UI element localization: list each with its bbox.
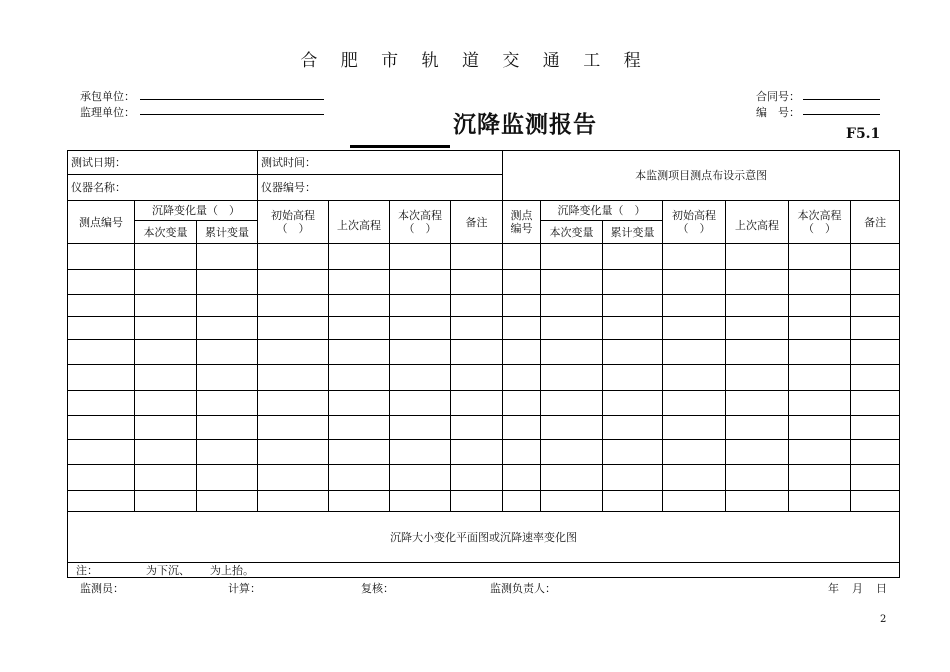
instrument-name-cell[interactable]: 仪器名称： (68, 175, 258, 201)
table-cell[interactable] (197, 391, 258, 416)
table-cell[interactable] (603, 295, 663, 317)
table-cell[interactable] (329, 440, 390, 465)
table-cell[interactable] (68, 270, 135, 295)
table-cell[interactable] (503, 295, 541, 317)
table-cell[interactable] (135, 340, 197, 365)
col-this-elev-unit: （ ） (403, 222, 437, 235)
table-cell[interactable] (789, 465, 851, 491)
table-cell[interactable] (390, 365, 451, 391)
table-cell[interactable] (851, 340, 900, 365)
table-cell[interactable] (663, 416, 726, 440)
col-this-elev-right-unit: （ ） (803, 222, 837, 235)
table-cell[interactable] (851, 440, 900, 465)
table-cell[interactable] (789, 391, 851, 416)
table-cell[interactable] (68, 244, 135, 270)
table-cell[interactable] (390, 295, 451, 317)
table-cell[interactable] (541, 244, 603, 270)
table-cell[interactable] (197, 244, 258, 270)
table-cell[interactable] (68, 365, 135, 391)
table-cell[interactable] (390, 391, 451, 416)
table-cell[interactable] (68, 295, 135, 317)
table-cell[interactable] (68, 416, 135, 440)
table-cell[interactable] (329, 416, 390, 440)
table-cell[interactable] (68, 391, 135, 416)
title-underline (350, 145, 450, 148)
table-cell[interactable] (789, 365, 851, 391)
table-cell[interactable] (258, 270, 329, 295)
table-cell[interactable] (603, 365, 663, 391)
table-cell[interactable] (789, 416, 851, 440)
table-cell[interactable] (789, 244, 851, 270)
table-cell[interactable] (135, 365, 197, 391)
table-cell[interactable] (663, 440, 726, 465)
table-cell[interactable] (329, 365, 390, 391)
table-cell[interactable] (258, 317, 329, 340)
table-cell[interactable] (390, 270, 451, 295)
table-cell[interactable] (726, 340, 789, 365)
table-cell[interactable] (541, 416, 603, 440)
table-cell[interactable] (258, 491, 329, 512)
table-cell[interactable] (503, 491, 541, 512)
col-last-elev: 上次高程 (329, 201, 390, 244)
col-cum-change: 累计变量 (197, 221, 258, 244)
table-cell[interactable] (726, 365, 789, 391)
table-cell[interactable] (390, 465, 451, 491)
table-cell[interactable] (603, 440, 663, 465)
contract-no-label: 合同号： (756, 90, 800, 103)
table-cell[interactable] (197, 295, 258, 317)
table-cell[interactable] (258, 295, 329, 317)
table-cell[interactable] (503, 440, 541, 465)
table-cell[interactable] (789, 491, 851, 512)
table-cell[interactable] (541, 365, 603, 391)
table-cell[interactable] (451, 365, 503, 391)
table-cell[interactable] (258, 465, 329, 491)
table-cell[interactable] (451, 340, 503, 365)
table-cell[interactable] (197, 491, 258, 512)
col-point-no-right-a: 测点 (510, 209, 533, 222)
col-point-no: 测点编号 (68, 201, 135, 244)
note-label: 注： (76, 563, 98, 577)
table-cell[interactable] (503, 317, 541, 340)
day-label: 日 (876, 582, 887, 595)
table-cell[interactable] (541, 440, 603, 465)
table-cell[interactable] (68, 491, 135, 512)
table-cell[interactable] (135, 391, 197, 416)
table-cell[interactable] (851, 317, 900, 340)
table-cell[interactable] (663, 270, 726, 295)
table-cell[interactable] (603, 391, 663, 416)
col-settlement-change: 沉降变化量（ ） (135, 201, 258, 221)
table-cell[interactable] (329, 244, 390, 270)
table-cell[interactable] (663, 365, 726, 391)
col-this-change: 本次变量 (135, 221, 197, 244)
table-cell[interactable] (258, 365, 329, 391)
table-cell[interactable] (541, 270, 603, 295)
note-up: 为上抬。 (210, 563, 254, 577)
table-cell[interactable] (451, 391, 503, 416)
table-cell[interactable] (726, 465, 789, 491)
table-cell[interactable] (390, 317, 451, 340)
table-cell[interactable] (390, 440, 451, 465)
col-remark: 备注 (451, 201, 503, 244)
table-cell[interactable] (541, 391, 603, 416)
table-cell[interactable] (135, 416, 197, 440)
table-cell[interactable] (258, 440, 329, 465)
page-number: 2 (880, 614, 887, 625)
table-cell[interactable] (503, 465, 541, 491)
table-cell[interactable] (603, 244, 663, 270)
col-settlement-change-right: 沉降变化量（ ） (541, 201, 663, 221)
calc-label: 计算： (228, 582, 261, 595)
table-cell[interactable] (726, 391, 789, 416)
table-cell[interactable] (197, 416, 258, 440)
table-cell[interactable] (503, 365, 541, 391)
table-row (68, 317, 900, 340)
col-initial-elev-right (663, 201, 726, 244)
contractor-label: 承包单位： (80, 90, 135, 103)
table-cell[interactable] (135, 270, 197, 295)
table-cell[interactable] (851, 391, 900, 416)
table-cell[interactable] (329, 391, 390, 416)
col-initial-elev-unit: （ ） (276, 222, 310, 235)
table-cell[interactable] (451, 317, 503, 340)
table-cell[interactable] (603, 317, 663, 340)
lead-label: 监测负责人： (490, 582, 556, 595)
table-cell[interactable] (851, 295, 900, 317)
col-this-elev-label: 本次高程 (398, 209, 443, 222)
table-row (68, 295, 900, 317)
table-cell[interactable] (603, 416, 663, 440)
table-cell[interactable] (390, 491, 451, 512)
table-cell[interactable] (329, 270, 390, 295)
table-cell[interactable] (68, 440, 135, 465)
table-cell[interactable] (851, 270, 900, 295)
table-row (68, 340, 900, 365)
table-cell[interactable] (329, 491, 390, 512)
table-cell[interactable] (603, 270, 663, 295)
table-cell[interactable] (541, 465, 603, 491)
table-cell[interactable] (851, 491, 900, 512)
table-cell[interactable] (197, 270, 258, 295)
settlement-report-table (67, 150, 900, 578)
table-cell[interactable] (68, 340, 135, 365)
col-this-elev (390, 201, 451, 244)
col-this-change-right: 本次变量 (541, 221, 603, 244)
table-cell[interactable] (258, 391, 329, 416)
col-cum-change-right: 累计变量 (603, 221, 663, 244)
table-cell[interactable] (603, 491, 663, 512)
col-last-elev-right: 上次高程 (726, 201, 789, 244)
table-row (68, 416, 900, 440)
table-cell[interactable] (726, 491, 789, 512)
table-cell[interactable] (451, 270, 503, 295)
table-cell[interactable] (197, 340, 258, 365)
table-cell[interactable] (541, 491, 603, 512)
table-row (68, 491, 900, 512)
table-cell[interactable] (68, 317, 135, 340)
test-date-cell[interactable]: 测试日期： (68, 151, 258, 175)
table-cell[interactable] (258, 416, 329, 440)
table-cell[interactable] (135, 491, 197, 512)
table-cell[interactable] (258, 244, 329, 270)
note-row (68, 563, 900, 578)
table-cell[interactable] (851, 416, 900, 440)
table-cell[interactable] (197, 465, 258, 491)
table-row (68, 244, 900, 270)
col-point-no-right-b: 编号 (510, 222, 533, 235)
table-cell[interactable] (451, 295, 503, 317)
col-this-elev-right (789, 201, 851, 244)
table-cell[interactable] (603, 465, 663, 491)
serial-no-label: 编 号： (756, 106, 800, 119)
table-cell[interactable] (451, 416, 503, 440)
table-cell[interactable] (135, 465, 197, 491)
table-cell[interactable] (789, 340, 851, 365)
col-initial-elev (258, 201, 329, 244)
table-cell[interactable] (851, 465, 900, 491)
table-cell[interactable] (451, 244, 503, 270)
table-cell[interactable] (329, 317, 390, 340)
table-cell[interactable] (541, 317, 603, 340)
table-cell[interactable] (603, 340, 663, 365)
table-cell[interactable] (663, 391, 726, 416)
table-cell[interactable] (503, 416, 541, 440)
table-cell[interactable] (663, 465, 726, 491)
table-row (68, 391, 900, 416)
table-cell[interactable] (135, 317, 197, 340)
table-cell[interactable] (451, 465, 503, 491)
form-code: F5.1 (846, 126, 881, 142)
col-initial-elev-right-unit: （ ） (677, 222, 711, 235)
table-cell[interactable] (789, 317, 851, 340)
table-cell[interactable] (851, 365, 900, 391)
table-cell[interactable] (663, 491, 726, 512)
table-cell[interactable] (197, 365, 258, 391)
table-cell[interactable] (663, 317, 726, 340)
col-this-elev-right-label: 本次高程 (797, 209, 842, 222)
monitor-label: 监测员： (80, 582, 124, 595)
table-cell[interactable] (135, 440, 197, 465)
year-label: 年 (828, 582, 839, 595)
supervisor-label: 监理单位： (80, 106, 135, 119)
layout-diagram-cell[interactable]: 本监测项目测点布设示意图 (503, 151, 900, 201)
table-cell[interactable] (726, 244, 789, 270)
table-cell[interactable] (329, 295, 390, 317)
col-point-no-right (503, 201, 541, 244)
table-cell[interactable] (541, 340, 603, 365)
col-remark-right: 备注 (851, 201, 900, 244)
table-cell[interactable] (451, 491, 503, 512)
table-row (68, 365, 900, 391)
table-cell[interactable] (135, 244, 197, 270)
table-cell[interactable] (663, 295, 726, 317)
table-cell[interactable] (789, 440, 851, 465)
table-cell[interactable] (726, 270, 789, 295)
table-cell[interactable] (329, 340, 390, 365)
table-cell[interactable] (503, 270, 541, 295)
instrument-no-cell[interactable]: 仪器编号： (258, 175, 503, 201)
table-row (68, 440, 900, 465)
table-cell[interactable] (390, 416, 451, 440)
table-cell[interactable] (68, 465, 135, 491)
table-cell[interactable] (503, 391, 541, 416)
note-down: 为下沉、 (146, 563, 190, 577)
table-cell[interactable] (663, 340, 726, 365)
table-cell[interactable] (197, 317, 258, 340)
company-title: 合 肥 市 轨 道 交 通 工 程 (300, 51, 650, 71)
table-cell[interactable] (726, 440, 789, 465)
table-cell[interactable] (851, 244, 900, 270)
table-cell[interactable] (789, 270, 851, 295)
month-label: 月 (852, 582, 863, 595)
review-label: 复核： (361, 582, 394, 595)
col-initial-elev-label: 初始高程 (271, 209, 316, 222)
table-row (68, 270, 900, 295)
contract-no-field[interactable] (803, 99, 880, 100)
test-time-cell[interactable]: 测试时间： (258, 151, 503, 175)
table-cell[interactable] (258, 340, 329, 365)
table-cell[interactable] (663, 244, 726, 270)
table-cell[interactable] (726, 317, 789, 340)
table-cell[interactable] (726, 295, 789, 317)
contractor-field[interactable] (140, 99, 324, 100)
table-cell[interactable] (726, 416, 789, 440)
report-title: 沉降监测报告 (453, 112, 597, 138)
col-initial-elev-right-label: 初始高程 (672, 209, 717, 222)
table-cell[interactable] (329, 465, 390, 491)
table-cell[interactable] (451, 440, 503, 465)
table-cell[interactable] (135, 295, 197, 317)
table-cell[interactable] (789, 295, 851, 317)
table-cell[interactable] (390, 244, 451, 270)
table-cell[interactable] (390, 340, 451, 365)
table-row (68, 465, 900, 491)
chart-area-cell[interactable]: 沉降大小变化平面图或沉降速率变化图 (68, 512, 900, 563)
table-cell[interactable] (541, 295, 603, 317)
table-cell[interactable] (503, 340, 541, 365)
table-cell[interactable] (503, 244, 541, 270)
table-cell[interactable] (197, 440, 258, 465)
